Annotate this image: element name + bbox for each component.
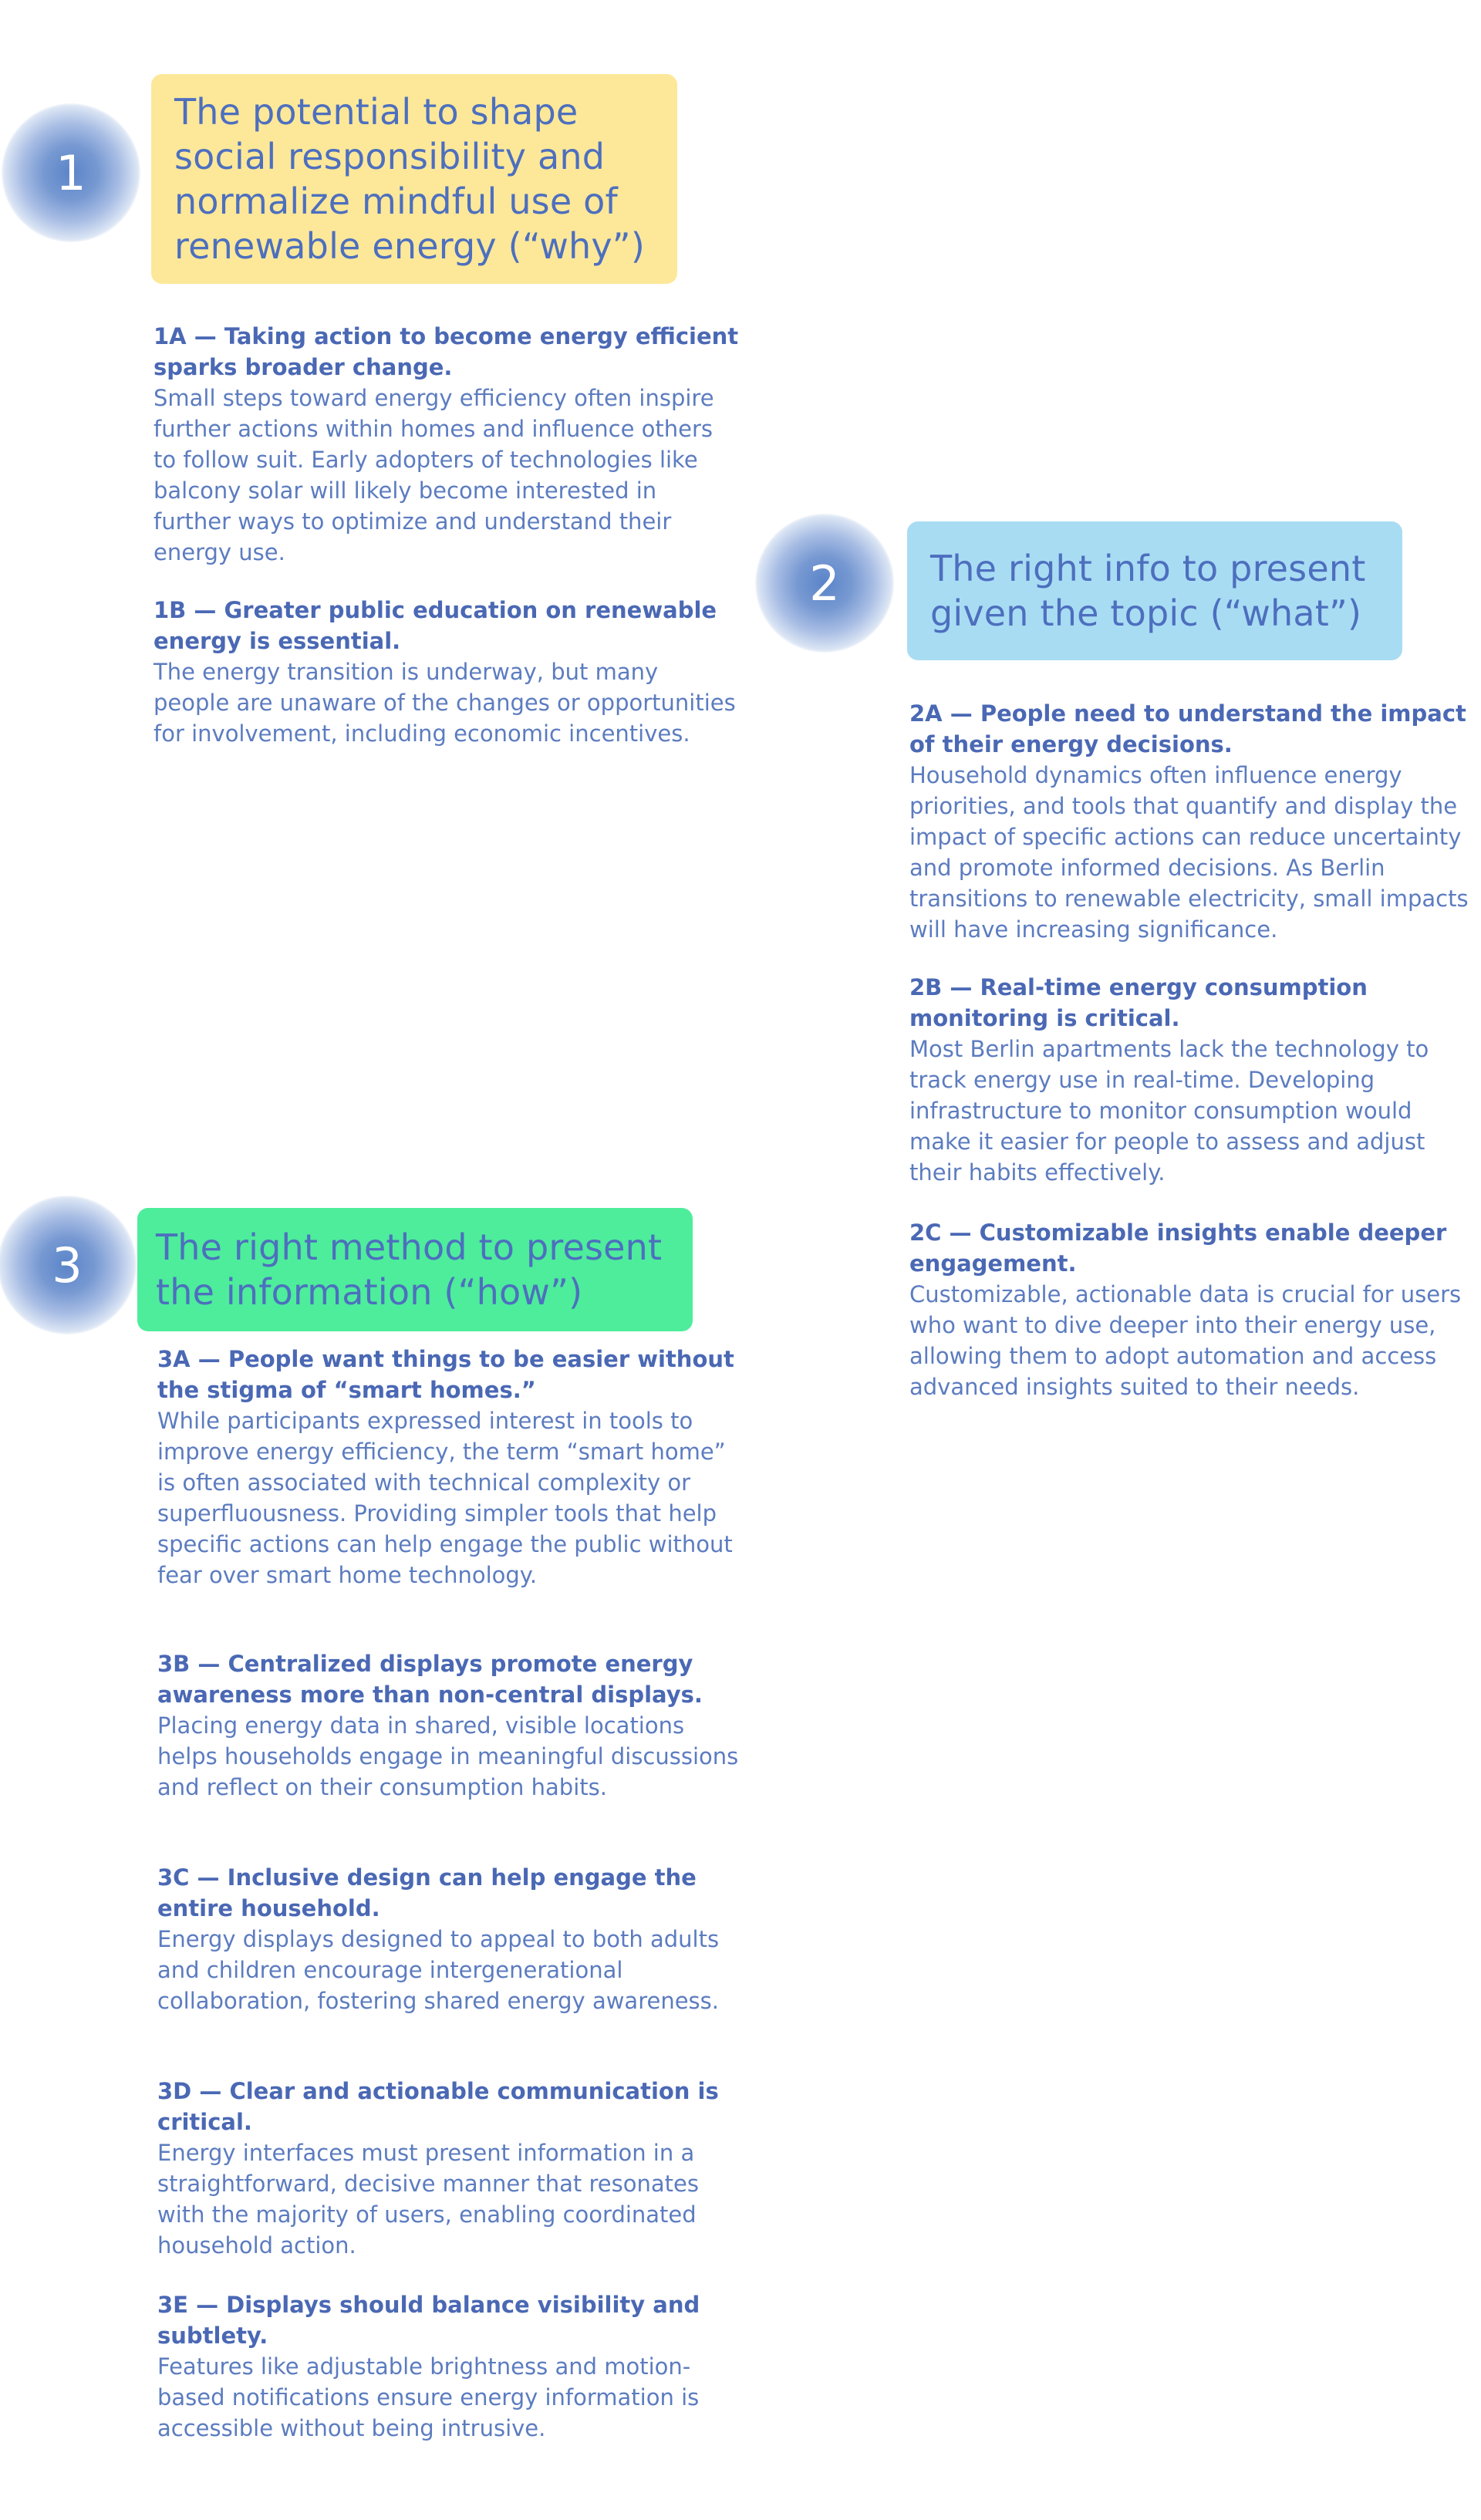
- finding-3b: [157, 1648, 744, 1803]
- section-3-title-card: [137, 1208, 693, 1331]
- finding-1a-heading: 1A — Taking action to become energy efficient sparks broader change.: [153, 323, 739, 380]
- finding-3c-body: Energy displays designed to appeal to both adults and children encourage intergenerational collaboration, fostering shared energy awareness.: [157, 1926, 720, 2014]
- finding-3b-heading: 3B — Centralized displays promote energy awareness more than non-central displays.: [157, 1651, 703, 1708]
- finding-3a: [157, 1344, 744, 1591]
- finding-1b-body: The energy transition is underway, but many people are unaware of the changes or opportunities for involvement, including economic incentives.: [153, 659, 736, 747]
- finding-2b: [909, 972, 1480, 1188]
- section-2-number: 2: [809, 555, 840, 612]
- finding-2a: [909, 698, 1480, 945]
- finding-3b-body: Placing energy data in shared, visible locations helps households engage in meaningful discussions and reflect on their consumption habits.: [157, 1712, 739, 1800]
- finding-2c: [909, 1217, 1480, 1402]
- finding-2b-body: Most Berlin apartments lack the technology to track energy use in real-time. Developing infrastructure to monitor consumption would make it easier for people to assess and adjust their habits effectively.: [909, 1036, 1429, 1186]
- finding-3c: [157, 1862, 744, 2016]
- section-2-title: The right info to present given the topic (“what”): [930, 548, 1366, 634]
- section-3-number-badge: [0, 1196, 137, 1334]
- section-2-number-badge: [755, 514, 894, 653]
- finding-1b: [153, 595, 740, 749]
- finding-3d-heading: 3D — Clear and actionable communication is critical.: [157, 2078, 719, 2135]
- finding-3e-heading: 3E — Displays should balance visibility and subtlety.: [157, 2292, 700, 2349]
- finding-1a: [153, 321, 740, 568]
- section-1-number-badge: [2, 103, 140, 242]
- finding-3e: [157, 2289, 744, 2444]
- finding-3d-body: Energy interfaces must present information in a straightforward, decisive manner that resonates with the majority of users, enabling coordinated household action.: [157, 2140, 699, 2259]
- finding-2a-heading: 2A — People need to understand the impact of their energy decisions.: [909, 700, 1466, 757]
- finding-3d: [157, 2076, 744, 2261]
- finding-2c-heading: 2C — Customizable insights enable deeper engagement.: [909, 1220, 1447, 1277]
- section-2-title-card: [907, 521, 1402, 660]
- finding-1b-heading: 1B — Greater public education on renewable energy is essential.: [153, 597, 717, 654]
- finding-2a-body: Household dynamics often influence energy priorities, and tools that quantify and display the impact of specific actions can reduce uncertainty and promote informed decisions. As Berlin transitions to renewable electricity, small impacts will have increasing significance.: [909, 762, 1469, 943]
- finding-2b-heading: 2B — Real-time energy consumption monitoring is critical.: [909, 974, 1368, 1031]
- finding-1a-body: Small steps toward energy efficiency often inspire further actions within homes and influence others to follow suit. Early adopters of technologies like balcony solar will likely become interested in further ways to optimize and understand their energy use.: [153, 385, 714, 565]
- section-1-number: 1: [56, 144, 86, 201]
- section-1-title-card: [151, 74, 677, 284]
- section-1-title: The potential to shape social responsibility and normalize mindful use of renewable energy (“why”): [174, 91, 645, 267]
- finding-3c-heading: 3C — Inclusive design can help engage the entire household.: [157, 1864, 697, 1921]
- finding-2c-body: Customizable, actionable data is crucial for users who want to dive deeper into their energy use, allowing them to adopt automation and access advanced insights suited to their needs.: [909, 1281, 1462, 1400]
- finding-3e-body: Features like adjustable brightness and motion-based notifications ensure energy information is accessible without being intrusive.: [157, 2353, 700, 2441]
- finding-3a-body: While participants expressed interest in tools to improve energy efficiency, the term “smart home” is often associated with technical complexity or superfluousness. Providing simpler tools that help specific actions can help engage the public without fear over smart home technology.: [157, 1408, 733, 1588]
- finding-3a-heading: 3A — People want things to be easier without the stigma of “smart homes.”: [157, 1346, 734, 1403]
- section-3-title: The right method to present the information (“how”): [156, 1226, 663, 1313]
- section-3-number: 3: [52, 1236, 83, 1294]
